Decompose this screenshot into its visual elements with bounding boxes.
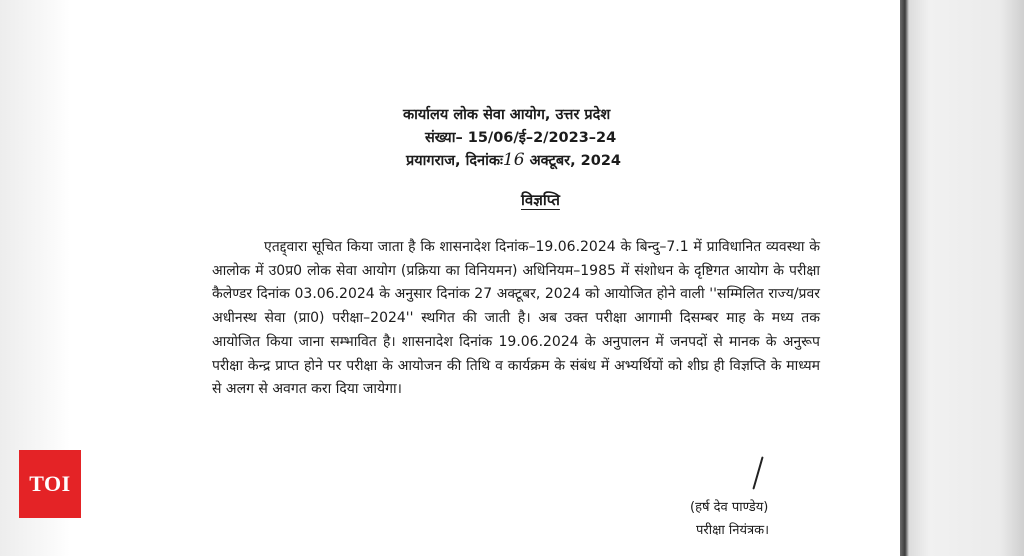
- signatory-name: (हर्ष देव पाण्डेय): [690, 500, 769, 515]
- place-date-line: [406, 150, 621, 170]
- notice-title: विज्ञप्ति: [521, 191, 560, 209]
- toi-logo: TOI: [19, 450, 81, 518]
- reference-number: संख्या– 15/06/ई–2/2023–24: [425, 130, 617, 146]
- date-prefix: प्रयागराज, दिनांकः: [406, 153, 503, 169]
- date-suffix: अक्टूबर, 2024: [524, 153, 622, 169]
- handwritten-date-day: 16: [502, 150, 525, 170]
- signatory-designation: परीक्षा नियंत्रक।: [696, 523, 770, 538]
- signature-mark: [752, 456, 763, 489]
- notice-body: एतद्द्वारा सूचित किया जाता है कि शासनादेश दिनांक–19.06.2024 के बिन्दु–7.1 में प्राविधानित व्यवस्था के आलोक में उ0प्र0 लोक सेवा आयोग (प्रक्रिया का विनियमन) अधिनियम–1985 में संशोधन के दृष्टिगत आयोग के परीक्षा कैलेण्डर दिनांक 03.06.2024 के अनुसार दिनांक 27 अक्टूबर, 2024 को आयोजित होने वाली ''सम्मिलित राज्य/प्रवर अधीनस्थ सेवा (प्रा0) परीक्षा–2024'' स्थगित की जाती है। अब उक्त परीक्षा आगामी दिसम्बर माह के मध्य तक आयोजित किया जाना सम्भावित है। शासनादेश दिनांक 19.06.2024 के अनुपालन में जनपदों से मानक के अनुरूप परीक्षा केन्द्र प्राप्त होने पर परीक्षा के आयोजन की तिथि व कार्यक्रम के संबंध में अभ्यर्थियों को शीघ्र ही विज्ञप्ति के माध्यम से अलग से अवगत करा दिया जायेगा।: [212, 239, 820, 398]
- right-background-strip: [900, 0, 1024, 556]
- office-title: कार्यालय लोक सेवा आयोग, उत्तर प्रदेश: [403, 107, 611, 123]
